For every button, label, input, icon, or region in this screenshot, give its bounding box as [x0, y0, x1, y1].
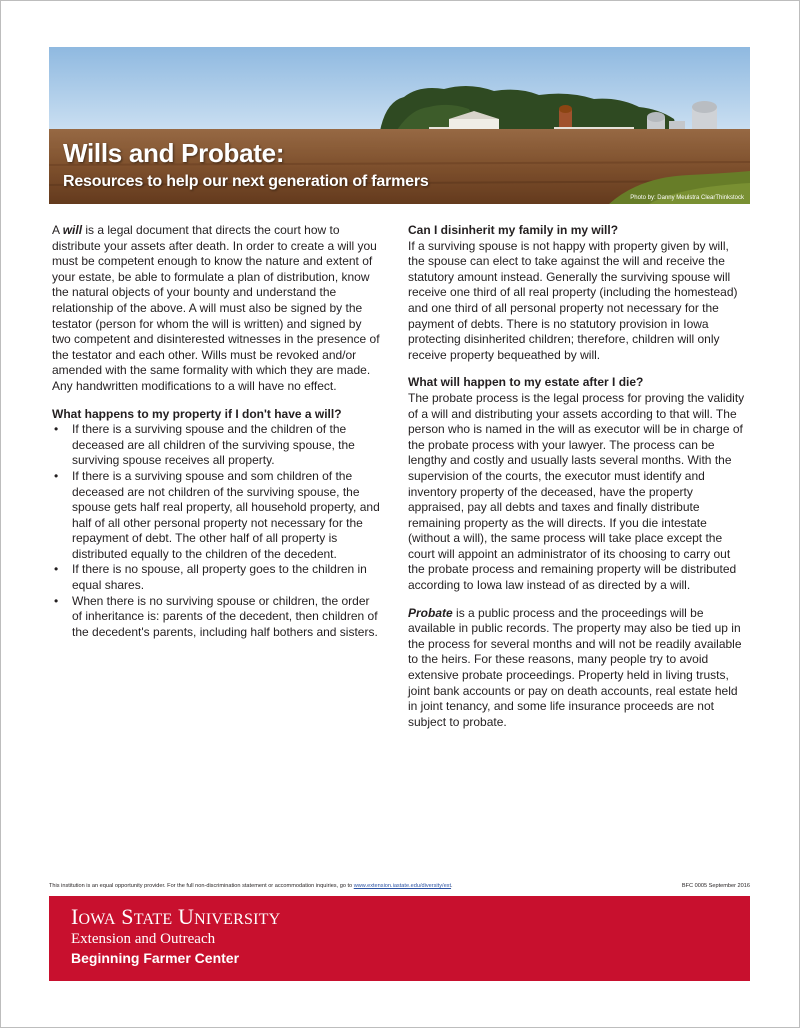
disinherit-paragraph: If a surviving spouse is not happy with property given by will, the spouse can elect to take against the will and receive the statutory amount instead. Generally the surviving spouse will receive one third of all real property (including the homestead) and one third of all personal property not necessary for the payment of debts. There is no statutory provision in Iowa protecting disinherited children; therefore, children will only receive property bequeathed by will.: [408, 238, 738, 362]
list-item: • If there is no spouse, all property goes to the children in equal shares.: [52, 562, 382, 593]
wordmark-u: U: [172, 904, 195, 929]
nondiscrimination-statement: This institution is an equal opportunity provider. For the full non-discrimination statement or accommodation inquiries, go to: [49, 883, 354, 889]
page-subtitle: Resources to help our next generation of farmers: [63, 173, 429, 190]
intro-lead: A: [52, 223, 63, 237]
wordmark-i: I: [71, 904, 79, 929]
photo-credit: Photo by: Danny Meulstra ClearThinkstock: [630, 195, 744, 201]
extension-outreach: Extension and Outreach: [71, 931, 216, 947]
after-die-paragraph: The probate process is the legal process for proving the validity of a will and distributing your assets according to that will. The person who is named in the will as executor will be in charge of the probate process with your lawyer. The process can be lengthy and costly and usually lasts several months. With the supervision of the courts, the executor must identify and inventory property of the deceased, have the property appraised, pay all debts and taxes and finally distribute remaining property as the will directs. If you die intestate (without a will), the same process will take place except the court will appoint an administrator of its choosing to carry out the probate process and remaining property will be distributed according to Iowa law instead of as directed by a will.: [408, 390, 745, 593]
no-will-heading: What happens to my property if I don't have a will?: [52, 406, 342, 421]
intro-term: will: [62, 223, 83, 237]
after-die-heading: What will happen to my estate after I die?: [408, 375, 644, 390]
list-item: • If there is a surviving spouse and the children of the deceased are all children of the surviving spouse, the surviving spouse receives all property.: [52, 422, 382, 469]
list-item: • If there is a surviving spouse and som children of the deceased are not children of the surviving spouse, the spouse gets half real property, all household property, and half of all other personal property not necessary for the repayment of debt. The other half of all property is distributed equally to the children of the decedent.: [52, 469, 382, 563]
diversity-link[interactable]: www.extension.iastate.edu/diversity/ext: [353, 883, 452, 889]
disinherit-heading: Can I disinherit my family in my will?: [408, 223, 619, 237]
wordmark-s: S: [115, 904, 134, 929]
probate-paragraph: [408, 606, 748, 731]
left-column: [52, 223, 382, 640]
footer-note-end: .: [451, 883, 453, 889]
beginning-farmer-center: Beginning Farmer Center: [71, 950, 240, 966]
footer-note: [49, 883, 750, 889]
isu-wordmark: [71, 904, 280, 933]
publication-code: BFC 0005 September 2016: [681, 883, 750, 889]
intro-body: is a legal document that directs the court how to distribute your assets after death. In order to create a will you must be competent enough to know the nature and extent of your estate, be able to formulate a plan of distribution, know the natural objects of your bounty and understand the relationship of the above. A will must also be signed by the testator (person for whom the will is written) and signed by two competent and disinterested witnesses in the presence of the testator and each other. Wills must be revoked and/or amended with the same formality with which they are made. Any handwritten modifications to a will have no effect.: [52, 223, 380, 393]
no-will-list: [52, 422, 382, 640]
intro-paragraph: [52, 223, 382, 395]
page-title: Wills and Probate:: [63, 138, 285, 168]
wordmark-tate: TATE: [133, 911, 173, 928]
isu-brand-bar: [49, 896, 750, 981]
right-column: [408, 223, 748, 730]
wordmark-owa: OWA: [78, 911, 116, 928]
list-item: • When there is no surviving spouse or children, the order of inheritance is: parents of the decedent, then children of the decedent's parents, including half bothers and sisters.: [52, 594, 382, 641]
probate-term: Probate: [408, 605, 453, 620]
wordmark-niversity: NIVERSITY: [194, 911, 281, 928]
probate-body: is a public process and the proceedings will be available in public records. The property may also be tied up in the process for several months and will not be readily available to the heirs. For these reasons, many people try to avoid extensive probate proceedings. Property held in living trusts, joint bank accounts or pay on death accounts, real estate held in joint tenancy, and some life insurance proceeds are not subject to probate.: [408, 605, 742, 729]
header-banner: [49, 47, 750, 204]
